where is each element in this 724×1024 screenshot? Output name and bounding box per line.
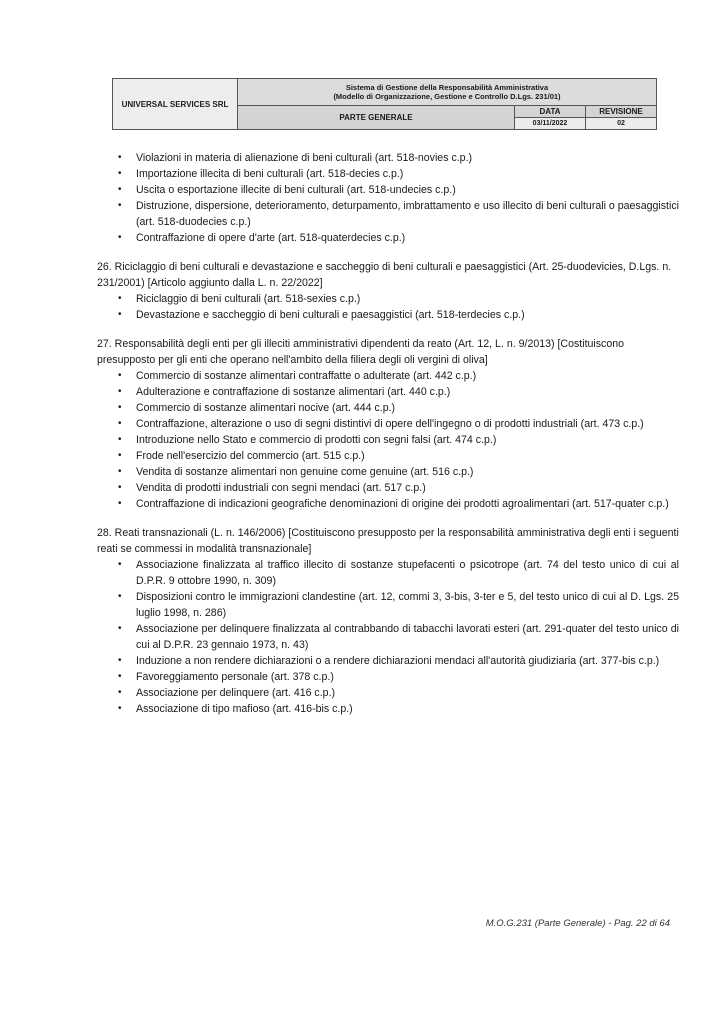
list-item [97,480,679,496]
list-item-text: Distruzione, dispersione, deterioramento, deturpamento, imbrattamento e uso illecito di beni culturali o paesaggistici (art. 518-duodecies c.p.) [136,200,679,228]
list-item-text: Disposizioni contro le immigrazioni clandestine (art. 12, commi 3, 3-bis, 3-ter e 5, del testo unico di cui al D. Lgs. 25 luglio 1998, n. 286) [136,591,679,619]
list-item-text: Associazione per delinquere (art. 416 c.p.) [136,687,336,699]
bullet-icon: • [118,309,122,320]
list-item [97,496,679,512]
system-subtitle-line: (Modello di Organizzazione, Gestione e Controllo D.Lgs. 231/01) [333,92,561,101]
list-item-text: Vendita di prodotti industriali con segni mendaci (art. 517 c.p.) [136,482,426,494]
list-item [97,701,679,717]
system-title-line: Sistema di Gestione della Responsabilità Amministrativa [345,83,549,92]
revision-label: REVISIONE [586,106,657,118]
list-item-text: Frode nell'esercizio del commercio (art. 515 c.p.) [136,450,365,462]
sections-container [97,259,679,717]
list-item-text: Associazione per delinquere finalizzata al contrabbando di tabacchi lavorati esteri (art. 291-quater del testo unico di cui al D.P.R. 23 gennaio 1973, n. 43) [136,623,679,651]
bullet-icon: • [118,370,122,381]
list-item [97,150,679,166]
list-item-text: Introduzione nello Stato e commercio di prodotti con segni falsi (art. 474 c.p.) [136,434,497,446]
list-item-text: Induzione a non rendere dichiarazioni o a rendere dichiarazioni mendaci all'autorità giudiziaria (art. 377-bis c.p.) [136,655,660,667]
list-item-text: Contraffazione, alterazione o uso di segni distintivi di opere dell'ingegno o di prodotti industriali (art. 473 c.p.) [136,418,644,430]
law-section [97,259,679,323]
list-item-text: Uscita o esportazione illecite di beni culturali (art. 518-undecies c.p.) [136,184,456,196]
section-heading: 26. Riciclaggio di beni culturali e devastazione e saccheggio di beni culturali e paesaggistici (Art. 25-duodevicies, D.Lgs. n. 231/2001) [Articolo aggiunto dalla L. n. 22/2022] [97,261,672,289]
list-item-text: Vendita di sostanze alimentari non genuine come genuine (art. 516 c.p.) [136,466,474,478]
bullet-icon: • [118,655,122,666]
list-item [97,416,679,432]
bullet-icon: • [118,434,122,445]
bullet-icon: • [118,418,122,429]
bullet-icon: • [118,232,122,243]
list-item [97,669,679,685]
list-item [97,621,679,653]
bullet-icon: • [118,152,122,163]
list-item [97,685,679,701]
list-item-text: Contraffazione di opere d'arte (art. 518-quaterdecies c.p.) [136,232,406,244]
section-heading: 28. Reati transnazionali (L. n. 146/2006) [Costituiscono presupposto per la responsabilità amministrativa degli enti i seguenti reati se commessi in modalità transnazionale] [97,527,679,555]
document-body [97,150,679,730]
bullet-icon: • [118,591,122,602]
document-header-table [112,78,657,130]
list-item-text: Commercio di sostanze alimentari contraffatte o adulterate (art. 442 c.p.) [136,370,477,382]
list-item [97,230,679,246]
list-item [97,182,679,198]
bullet-icon: • [118,184,122,195]
bullet-icon: • [118,200,122,211]
bullet-icon: • [118,402,122,413]
list-item-text: Adulterazione e contraffazione di sostanze alimentari (art. 440 c.p.) [136,386,451,398]
section-bullet-list [97,557,679,717]
section-bullet-list [97,368,679,512]
law-section [97,525,679,717]
list-item [97,589,679,621]
law-section [97,336,679,512]
page-footer: M.O.G.231 (Parte Generale) - Pag. 22 di 64 [485,918,670,929]
list-item [97,432,679,448]
list-item [97,198,679,230]
list-item-text: Violazioni in materia di alienazione di beni culturali (art. 518-novies c.p.) [136,152,473,164]
list-item-text: Devastazione e saccheggio di beni culturali e paesaggistici (art. 518-terdecies c.p.) [136,309,525,321]
list-item-text: Contraffazione di indicazioni geografiche denominazioni di origine dei prodotti agroalimentari (art. 517-quater c.p.) [136,498,669,510]
company-name: UNIVERSAL SERVICES SRL [113,79,238,130]
bullet-icon: • [118,482,122,493]
list-item [97,400,679,416]
list-item [97,307,679,323]
date-value: 03/11/2022 [515,118,586,130]
bullet-icon: • [118,687,122,698]
list-item-text: Associazione finalizzata al traffico illecito di sostanze stupefacenti o psicotrope (art. 74 del testo unico di cui al D.P.R. 9 ottobre 1990, n. 309) [136,559,679,587]
bullet-icon: • [118,386,122,397]
list-item-text: Associazione di tipo mafioso (art. 416-bis c.p.) [136,703,353,715]
continued-list-section [97,150,679,246]
list-item [97,166,679,182]
list-item [97,368,679,384]
revision-value: 02 [586,118,657,130]
bullet-icon: • [118,671,122,682]
list-item [97,653,679,669]
date-label: DATA [515,106,586,118]
bullet-icon: • [118,466,122,477]
bullet-icon: • [118,703,122,714]
list-item [97,464,679,480]
list-item [97,384,679,400]
bullet-icon: • [118,623,122,634]
list-item [97,291,679,307]
bullet-icon: • [118,293,122,304]
section-bullet-list [97,291,679,323]
continued-bullet-list [97,150,679,246]
list-item-text: Favoreggiamento personale (art. 378 c.p.) [136,671,334,683]
system-title [238,79,657,106]
section-label: PARTE GENERALE [238,106,515,130]
bullet-icon: • [118,498,122,509]
list-item-text: Importazione illecita di beni culturali (art. 518-decies c.p.) [136,168,404,180]
list-item [97,448,679,464]
section-heading: 27. Responsabilità degli enti per gli illeciti amministrativi dipendenti da reato (Art. 12, L. n. 9/2013) [Costituiscono presupposto per gli enti che operano nell'ambito della filiera degli oli vergini di oliva] [97,338,625,366]
list-item [97,557,679,589]
bullet-icon: • [118,168,122,179]
bullet-icon: • [118,559,122,570]
bullet-icon: • [118,450,122,461]
list-item-text: Riciclaggio di beni culturali (art. 518-sexies c.p.) [136,293,361,305]
list-item-text: Commercio di sostanze alimentari nocive (art. 444 c.p.) [136,402,396,414]
